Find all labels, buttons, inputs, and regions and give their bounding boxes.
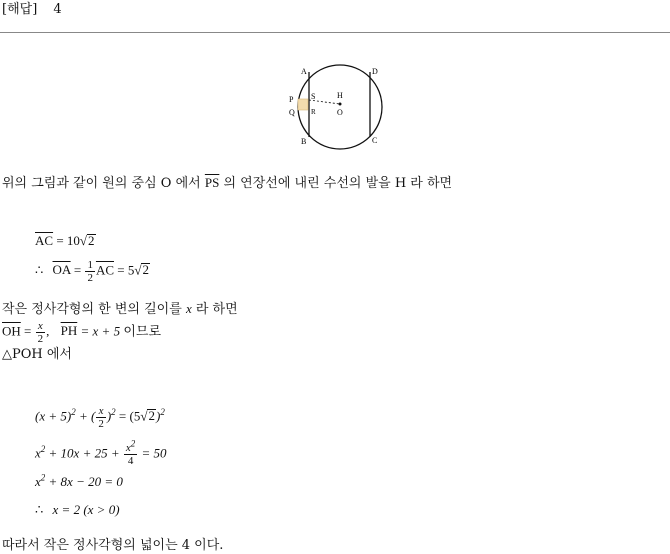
geometry-figure [280, 62, 390, 152]
e3-part-a: x [35, 474, 41, 489]
label-b: B [301, 137, 307, 146]
sup-2e: 2 [130, 438, 136, 449]
segment-ps: $\overline{PS}$ [204, 175, 220, 190]
fraction-half: $\frac{1}{2}$ [87, 259, 93, 284]
sup-2a: 2 [71, 407, 76, 418]
small-square [298, 99, 308, 110]
sup-2f: 2 [40, 472, 46, 483]
e2-part-c: = 50 [138, 445, 167, 461]
equation-expand [35, 438, 167, 467]
label-q: Q [289, 108, 295, 117]
ph-tail: 이므로 [123, 324, 162, 340]
e1-fraction: $\frac{x}{2}$ [98, 405, 104, 430]
let-line [2, 301, 238, 318]
e2-part-a: x [35, 445, 41, 461]
eq1-equals: = 10 [53, 233, 80, 248]
equation-quadratic [35, 474, 123, 490]
eq2-radicand: 2 [142, 262, 149, 278]
label-s: S [311, 92, 316, 101]
comma: , [46, 323, 50, 339]
intro-text-2: 의 연장선에 내린 수선의 발을 H 라 하면 [223, 176, 453, 191]
segment-oa: $\overline{OA}$ [52, 262, 71, 278]
equation-pythagoras [35, 405, 165, 430]
sqrt-symbol-3: √ [140, 408, 148, 424]
sqrt-symbol: √ [79, 233, 88, 248]
triangle-text: △POH 에서 [2, 347, 72, 362]
therefore-symbol-2: ∴ [35, 502, 44, 517]
fraction-x-half: $\frac{x}{2}$ [37, 320, 44, 345]
e1-part-b: + ( [75, 408, 96, 424]
e3-part-b: + 8x − 20 = 0 [45, 474, 123, 489]
e1-part-a: (x + 5) [35, 408, 72, 424]
ph-equals: = x + 5 [77, 323, 121, 339]
equation-oa [35, 259, 150, 284]
segment-ac: $\overline{AC}$ [35, 233, 54, 248]
label-o: O [337, 108, 343, 117]
sqrt-symbol-2: √ [134, 262, 142, 278]
sup-2b: 2 [111, 407, 116, 418]
answer-value: 4 [53, 2, 62, 17]
e1-part-e: ) [155, 408, 161, 424]
header-divider [0, 32, 670, 33]
e2-fraction: $\frac{x^2}{4}$ [125, 438, 136, 467]
answer-header [2, 2, 62, 18]
e2-part-b: + 10x + 25 + [45, 445, 120, 461]
label-d: D [372, 67, 378, 76]
label-p: P [289, 95, 294, 104]
eq2-equals: = [70, 262, 82, 278]
segment-ac-2: $\overline{AC}$ [95, 262, 114, 278]
let-text-2: 라 하면 [195, 302, 238, 317]
intro-line [2, 175, 452, 192]
e1-part-d: = (5 [115, 408, 141, 424]
label-h: H [337, 91, 343, 100]
triangle-line [2, 347, 72, 363]
oh-ph-line [2, 320, 161, 345]
label-r: R [311, 108, 316, 116]
let-text: 작은 정사각형의 한 변의 길이를 [2, 302, 182, 317]
oh-equals: = [20, 323, 32, 339]
therefore-symbol: ∴ [35, 262, 44, 278]
label-c: C [372, 136, 378, 145]
solution-text: x = 2 (x > 0) [52, 502, 120, 517]
intro-text-1: 위의 그림과 같이 원의 중심 O 에서 [2, 176, 201, 191]
eq1-radicand: 2 [88, 233, 95, 248]
conclusion-text: 따라서 작은 정사각형의 넓이는 4 이다. [2, 538, 224, 553]
segment-ph: $\overline{PH}$ [60, 323, 78, 339]
equation-solution [35, 502, 120, 518]
sup-2d: 2 [40, 444, 46, 455]
answer-label: [해답] [2, 2, 38, 17]
eq2-rhs: = 5 [114, 262, 135, 278]
e1-part-c: ) [106, 408, 112, 424]
e1-radicand: 2 [148, 408, 155, 424]
segment-oh: $\overline{OH}$ [2, 323, 21, 339]
sup-2c: 2 [160, 407, 165, 418]
let-variable: x [185, 301, 192, 316]
label-a: A [301, 67, 307, 76]
center-point [339, 103, 342, 106]
equation-ac [35, 233, 96, 249]
